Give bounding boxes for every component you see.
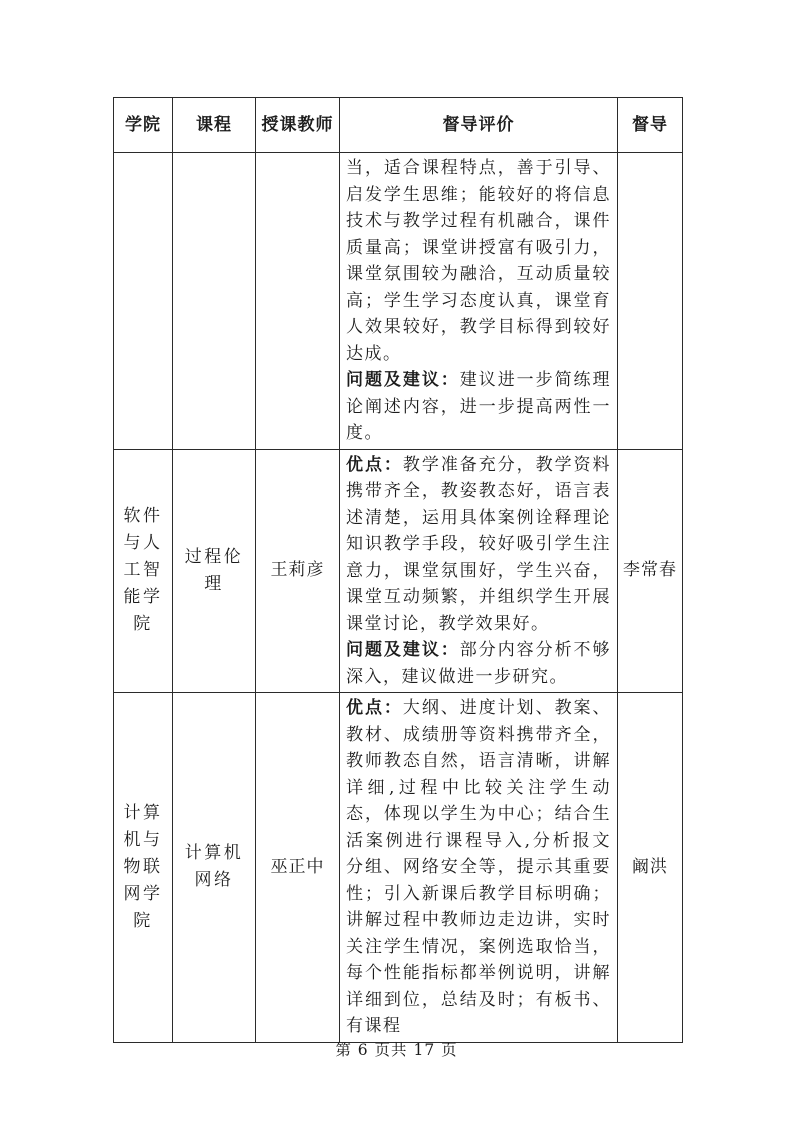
evaluation-text: 教学准备充分，教学资料携带齐全，教姿教态好，语言表述清楚，运用具体案例诠释理论知识教学手段，较好吸引学生注意力，课堂氛围好，学生兴奋，课堂互动频繁，并组织学生开展课堂讨论，教学效果好。 — [346, 454, 612, 634]
course-cell: 计算机网络 — [173, 693, 256, 1043]
college-cell: 计算机与物联网学院 — [114, 693, 173, 1043]
supervisor-cell: 李常春 — [618, 449, 683, 693]
evaluation-label: 问题及建议： — [346, 640, 460, 660]
header-college: 学院 — [114, 98, 173, 153]
evaluation-cell — [340, 449, 618, 693]
header-course: 课程 — [173, 98, 256, 153]
course-cell: 过程伦理 — [173, 449, 256, 693]
header-supervisor: 督导 — [618, 98, 683, 153]
header-teacher: 授课教师 — [256, 98, 340, 153]
supervisor-cell — [618, 153, 683, 450]
supervisor-cell: 阚洪 — [618, 693, 683, 1043]
teacher-cell: 王莉彦 — [256, 449, 340, 693]
evaluation-cell — [340, 153, 618, 450]
evaluation-label: 优点： — [346, 454, 403, 475]
evaluation-paragraph — [346, 637, 611, 690]
table-header-row — [114, 98, 683, 153]
evaluation-paragraph — [346, 367, 611, 447]
evaluation-paragraph — [346, 452, 611, 638]
evaluation-text: 部分内容分析不够深入，建议做进一步研究。 — [346, 640, 612, 687]
evaluation-cell — [340, 693, 618, 1043]
table-row — [114, 449, 683, 693]
evaluation-text: 大纲、进度计划、教案、教材、成绩册等资料携带齐全，教师教态自然，语言清晰，讲解详细,过程中比较关注学生动态，体现以学生为中心；结合生活案例进行课程导入,分析报文分组、网络安全等，提示其重要性；引入新课后教学目标明确；讲解过程中教师边走边讲，实时关注学生情况，案例选取恰当，每个性能指标都举例说明，讲解详细到位，总结及时；有板书、有课程 — [346, 698, 612, 1036]
evaluation-label: 问题及建议： — [346, 370, 460, 390]
table-row — [114, 693, 683, 1043]
college-cell: 软件与人工智能学院 — [114, 449, 173, 693]
table-row — [114, 153, 683, 450]
college-cell — [114, 153, 173, 450]
evaluation-text: 建议进一步简练理论阐述内容，进一步提高两性一度。 — [346, 370, 612, 443]
page-number: 第 6 页共 17 页 — [335, 1041, 458, 1059]
course-cell — [173, 153, 256, 450]
evaluation-label: 优点： — [346, 698, 403, 718]
teacher-cell — [256, 153, 340, 450]
evaluation-text: 当，适合课程特点，善于引导、启发学生思维；能较好的将信息技术与教学过程有机融合，课件质量高；课堂讲授富有吸引力，课堂氛围较为融洽，互动质量较高；学生学习态度认真，课堂育人效果较好，教学目标得到较好达成。 — [346, 158, 611, 364]
evaluation-paragraph — [346, 695, 611, 1040]
teacher-cell: 巫正中 — [256, 693, 340, 1043]
header-evaluation: 督导评价 — [340, 98, 618, 153]
evaluation-paragraph — [346, 155, 611, 367]
supervision-evaluation-table — [113, 97, 683, 1043]
